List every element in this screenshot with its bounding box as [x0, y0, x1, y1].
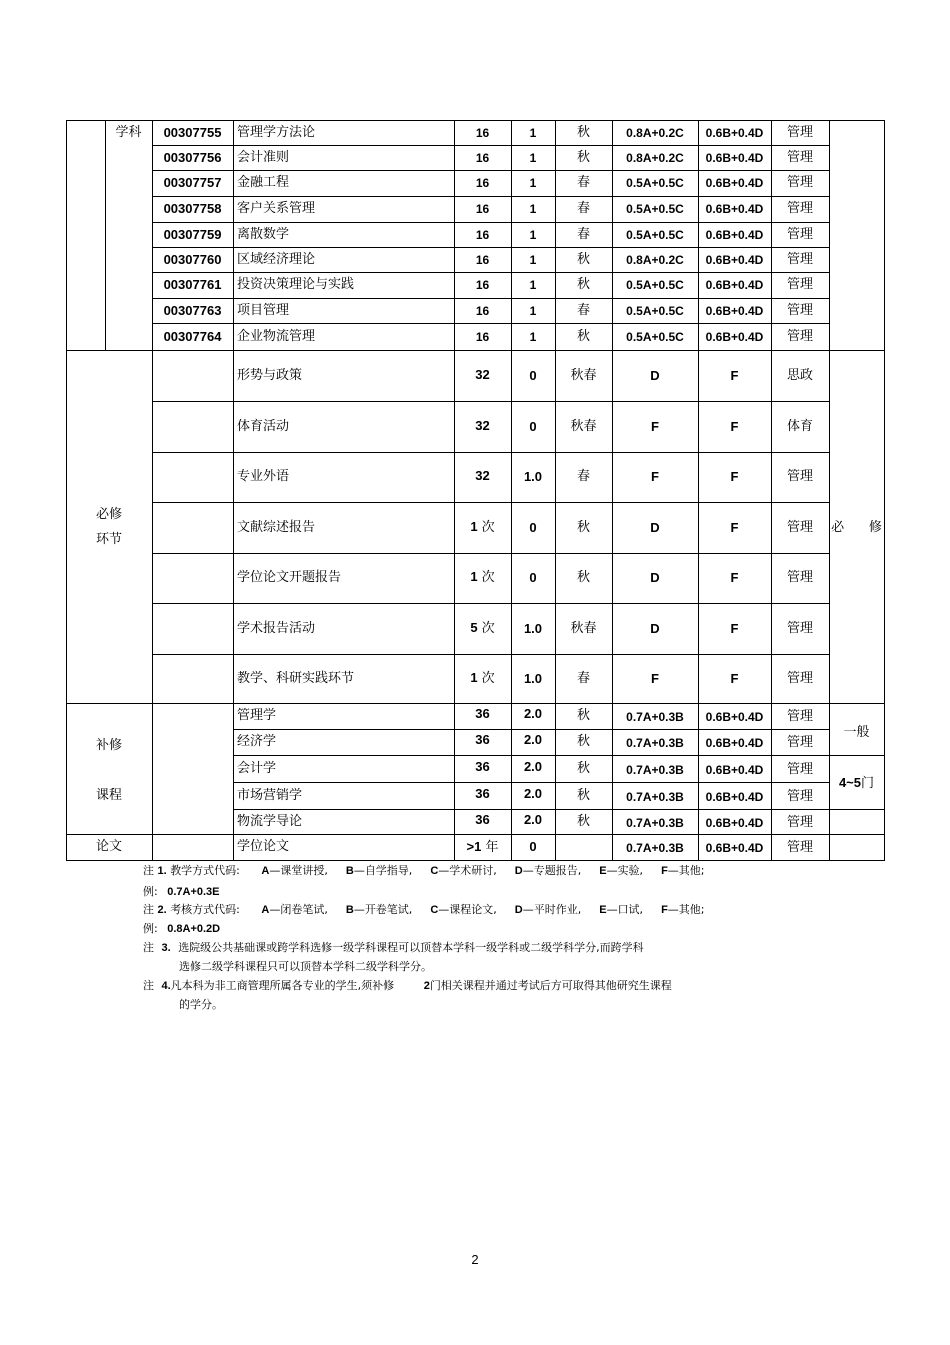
note-4-line-2: 的学分。 [179, 998, 223, 1011]
subject-row-rule [152, 323, 830, 324]
thesis-name: 学位论文 [237, 839, 290, 854]
table-rule [829, 120, 830, 351]
course-name: 项目管理 [237, 303, 290, 318]
course-code: 00307758 [163, 201, 222, 216]
note-3 [143, 941, 644, 955]
exam-method: 0.6B+0.4D [705, 278, 764, 292]
course-credit: 2.0 [523, 812, 543, 827]
subject-row-rule [152, 222, 830, 223]
makeup-label-line-1: 补修 [95, 738, 122, 753]
subject-label: 学科 [115, 125, 142, 140]
course-hours: 16 [475, 330, 490, 344]
teaching-method: F [651, 469, 659, 484]
table-rule [233, 703, 234, 835]
table-bottom-border [66, 860, 885, 861]
course-code: 00307760 [163, 252, 222, 267]
teaching-code-item: B—自学指导, [345, 864, 413, 877]
teaching-method: 0.5A+0.5C [626, 202, 684, 216]
note-2-prefix: 注 [143, 903, 154, 916]
note-1 [143, 864, 705, 878]
course-term: 秋 [576, 277, 590, 292]
teaching-method: 0.5A+0.5C [626, 330, 684, 344]
course-hours: 5 次 [470, 620, 495, 636]
course-term: 秋春 [570, 621, 597, 636]
course-credit: 1 [529, 304, 537, 318]
course-term: 秋春 [570, 368, 597, 383]
note-3-text: 选院级公共基础课或跨学科选修一级学科课程可以顶替本学科一级学科或二级学科学分,而跨学科 [178, 941, 644, 954]
course-dept: 管理 [786, 570, 813, 585]
note-1-example-value: 0.7A+0.3E [167, 886, 220, 898]
teaching-method: 0.5A+0.5C [626, 278, 684, 292]
makeup-note-line-1: 一般 [843, 725, 870, 740]
course-dept: 管理 [786, 277, 813, 292]
course-credit: 1.0 [523, 621, 543, 636]
course-term: 秋 [576, 734, 590, 749]
course-term: 秋春 [570, 419, 597, 434]
course-credit: 1 [529, 228, 537, 242]
note-1-number: 1. [157, 865, 167, 877]
note-2-example [143, 922, 220, 936]
exam-code-item: D—平时作业, [514, 903, 582, 916]
course-term: 秋 [576, 520, 590, 535]
course-term: 春 [576, 671, 590, 686]
makeup-row-rule [233, 755, 830, 756]
makeup-note-rule [829, 755, 885, 756]
course-code: 00307759 [163, 227, 222, 242]
exam-code-item: A—闭卷笔试, [261, 903, 328, 916]
note-3-line-2: 选修二级学科课程只可以顶替本学科二级学科学分。 [179, 960, 432, 973]
teaching-code-item: E—实验, [599, 864, 644, 877]
note-2-example-value: 0.8A+0.2D [167, 923, 221, 935]
course-dept: 管理 [786, 735, 813, 750]
required-label-line-2: 环节 [95, 532, 122, 547]
teaching-code-item: A—课堂讲授, [261, 864, 328, 877]
course-term: 春 [576, 201, 590, 216]
course-name: 金融工程 [237, 175, 290, 190]
subject-row-rule [152, 247, 830, 248]
note-2-items [243, 903, 704, 916]
table-rule [233, 834, 234, 861]
teaching-method: 0.7A+0.3B [626, 790, 684, 804]
course-credit: 1 [529, 253, 537, 267]
exam-method: 0.6B+0.4D [705, 816, 764, 830]
note-4-number: 4. [161, 980, 171, 992]
teaching-method: 0.5A+0.5C [626, 304, 684, 318]
course-name: 体育活动 [237, 419, 290, 434]
note-3-prefix: 注 [143, 941, 154, 954]
course-hours: 1 次 [470, 519, 495, 535]
thesis-duration: >1 年 [466, 839, 499, 855]
course-credit: 1.0 [523, 671, 543, 686]
exam-method: 0.6B+0.4D [705, 253, 764, 267]
page-number: 2 [471, 1252, 479, 1267]
table-rule [152, 834, 153, 861]
thesis-dept: 管理 [786, 840, 813, 855]
required-row-rule [152, 502, 830, 503]
course-term: 秋 [576, 708, 590, 723]
exam-code-item: C—课程论文, [430, 903, 497, 916]
note-4 [143, 979, 672, 993]
teaching-method: 0.7A+0.3B [626, 763, 684, 777]
teaching-method: 0.5A+0.5C [626, 176, 684, 190]
course-dept: 管理 [786, 329, 813, 344]
required-row-rule [152, 654, 830, 655]
note-4-text: 凡本科为非工商管理所属各专业的学生,须补修 [170, 979, 395, 992]
note-2-example-label: 例: [143, 922, 158, 935]
course-hours: 32 [475, 367, 490, 382]
exam-method: F [730, 469, 739, 484]
exam-method: 0.6B+0.4D [705, 736, 764, 750]
course-hours: 36 [475, 759, 490, 774]
course-dept: 管理 [786, 621, 813, 636]
course-credit: 0 [529, 570, 537, 585]
course-dept: 体育 [786, 419, 813, 434]
exam-method: 0.6B+0.4D [705, 126, 764, 140]
exam-code-item: B—开卷笔试, [345, 903, 413, 916]
course-hours: 36 [475, 732, 490, 747]
course-code: 00307757 [163, 175, 222, 190]
thesis-exam-method: 0.6B+0.4D [705, 841, 764, 855]
subject-row-rule [152, 272, 830, 273]
course-hours: 32 [475, 418, 490, 433]
note-1-example-label: 例: [143, 885, 158, 898]
course-code: 00307763 [163, 303, 222, 318]
note-3-number: 3. [161, 942, 171, 954]
teaching-code-item: D—专题报告, [514, 864, 582, 877]
exam-method: 0.6B+0.4D [705, 304, 764, 318]
course-name: 市场营销学 [237, 788, 303, 803]
course-dept: 管理 [786, 671, 813, 686]
course-term: 秋 [576, 788, 590, 803]
subject-row-rule [152, 170, 830, 171]
course-credit: 0 [529, 419, 537, 434]
course-dept: 管理 [786, 252, 813, 267]
course-credit: 2.0 [523, 732, 543, 747]
course-credit: 1 [529, 151, 537, 165]
teaching-method: 0.8A+0.2C [626, 253, 684, 267]
required-label-line-1: 必修 [95, 507, 122, 522]
teaching-method: 0.5A+0.5C [626, 228, 684, 242]
course-hours: 16 [475, 126, 490, 140]
exam-method: F [730, 570, 739, 585]
course-name: 会计准则 [237, 150, 290, 165]
course-name: 客户关系管理 [237, 201, 316, 216]
thesis-teaching-method: 0.7A+0.3B [626, 841, 684, 855]
thesis-credit: 0 [529, 839, 537, 854]
exam-method: F [730, 419, 739, 434]
exam-method: 0.6B+0.4D [705, 790, 764, 804]
makeup-row-rule [233, 729, 830, 730]
course-dept: 管理 [786, 469, 813, 484]
note-2-number: 2. [157, 904, 167, 916]
course-credit: 2.0 [523, 786, 543, 801]
course-term: 秋 [576, 252, 590, 267]
course-term: 秋 [576, 761, 590, 776]
course-name: 投资决策理论与实践 [237, 277, 355, 292]
table-rule [233, 120, 234, 351]
course-credit: 2.0 [523, 759, 543, 774]
course-term: 春 [576, 227, 590, 242]
course-hours: 36 [475, 706, 490, 721]
teaching-method: D [650, 570, 660, 585]
teaching-code-item: C—学术研讨, [430, 864, 497, 877]
exam-method: 0.6B+0.4D [705, 151, 764, 165]
course-dept: 管理 [786, 762, 813, 777]
exam-method: 0.6B+0.4D [705, 710, 764, 724]
table-rule [555, 834, 556, 861]
table-rule [829, 834, 830, 861]
course-term: 秋 [576, 814, 590, 829]
table-rule [829, 703, 830, 835]
note-1-example [143, 885, 220, 899]
course-term: 春 [576, 469, 590, 484]
course-hours: 16 [475, 228, 490, 242]
course-hours: 16 [475, 202, 490, 216]
course-term: 春 [576, 303, 590, 318]
course-name: 管理学 [237, 708, 277, 723]
note-2 [143, 903, 705, 917]
makeup-label-line-2: 课程 [95, 788, 122, 803]
exam-code-item: E—口试, [599, 903, 644, 916]
course-code: 00307755 [163, 125, 222, 140]
teaching-method: 0.7A+0.3B [626, 710, 684, 724]
exam-method: 0.6B+0.4D [705, 330, 764, 344]
required-row-rule [152, 553, 830, 554]
note-1-items [243, 864, 704, 877]
course-dept: 管理 [786, 520, 813, 535]
course-code: 00307764 [163, 329, 222, 344]
teaching-method: F [651, 671, 659, 686]
section-rule [66, 703, 885, 704]
course-credit: 0 [529, 520, 537, 535]
table-top-border [66, 120, 885, 121]
exam-method: 0.6B+0.4D [705, 228, 764, 242]
course-dept: 管理 [786, 175, 813, 190]
exam-method: 0.6B+0.4D [705, 202, 764, 216]
note-4-text-b: 门相关课程并通过考试后方可取得其他研究生课程 [429, 979, 672, 992]
course-term: 秋 [576, 570, 590, 585]
section-rule [66, 834, 885, 835]
note-2-text: 考核方式代码: [170, 903, 240, 916]
course-credit: 1 [529, 202, 537, 216]
exam-method: F [730, 671, 739, 686]
makeup-note-rule [829, 809, 885, 810]
course-name: 文献综述报告 [237, 520, 316, 535]
course-name: 会计学 [237, 761, 277, 776]
course-hours: 32 [475, 468, 490, 483]
course-credit: 1 [529, 176, 537, 190]
exam-method: F [730, 368, 739, 383]
teaching-method: 0.8A+0.2C [626, 151, 684, 165]
course-credit: 0 [529, 368, 537, 383]
course-term: 秋 [576, 150, 590, 165]
course-name: 经济学 [237, 734, 277, 749]
required-row-rule [152, 603, 830, 604]
subject-row-rule [152, 298, 830, 299]
exam-method: 0.6B+0.4D [705, 763, 764, 777]
subject-row-rule [152, 196, 830, 197]
section-rule [66, 350, 885, 351]
required-row-rule [152, 401, 830, 402]
table-rule [152, 703, 153, 835]
course-dept: 管理 [786, 815, 813, 830]
note-1-prefix: 注 [143, 864, 154, 877]
course-credit: 1 [529, 278, 537, 292]
course-credit: 2.0 [523, 706, 543, 721]
required-row-rule [152, 452, 830, 453]
note-4-prefix: 注 [143, 979, 154, 992]
exam-method: F [730, 621, 739, 636]
course-term: 春 [576, 175, 590, 190]
course-hours: 16 [475, 253, 490, 267]
course-dept: 管理 [786, 150, 813, 165]
course-hours: 16 [475, 151, 490, 165]
table-rule [152, 350, 153, 704]
required-note: 必 修 [831, 520, 882, 535]
thesis-label: 论文 [95, 839, 122, 854]
table-right-border [884, 120, 885, 861]
course-name: 物流学导论 [237, 814, 303, 829]
course-term: 秋 [576, 125, 590, 140]
course-dept: 管理 [786, 125, 813, 140]
subject-row-rule [152, 145, 830, 146]
makeup-row-rule [233, 782, 830, 783]
course-hours: 16 [475, 278, 490, 292]
course-credit: 1 [529, 330, 537, 344]
note-1-text: 教学方式代码: [170, 864, 240, 877]
makeup-note-line-2: 4~5门 [838, 775, 875, 791]
course-dept: 思政 [786, 368, 813, 383]
course-dept: 管理 [786, 303, 813, 318]
course-name: 区域经济理论 [237, 252, 316, 267]
course-hours: 16 [475, 304, 490, 318]
course-term: 秋 [576, 329, 590, 344]
teaching-method: 0.7A+0.3B [626, 816, 684, 830]
course-code: 00307756 [163, 150, 222, 165]
course-dept: 管理 [786, 227, 813, 242]
course-hours: 1 次 [470, 670, 495, 686]
course-dept: 管理 [786, 201, 813, 216]
teaching-method: 0.8A+0.2C [626, 126, 684, 140]
teaching-code-item: F—其他; [661, 864, 705, 877]
course-dept: 管理 [786, 789, 813, 804]
course-credit: 1 [529, 126, 537, 140]
course-name: 形势与政策 [237, 368, 303, 383]
teaching-method: F [651, 419, 659, 434]
table-rule [233, 350, 234, 704]
course-dept: 管理 [786, 709, 813, 724]
teaching-method: D [650, 621, 660, 636]
course-name: 专业外语 [237, 469, 290, 484]
course-name: 学位论文开题报告 [237, 570, 342, 585]
teaching-method: D [650, 368, 660, 383]
course-credit: 1.0 [523, 469, 543, 484]
exam-method: 0.6B+0.4D [705, 176, 764, 190]
course-code: 00307761 [163, 277, 222, 292]
course-name: 教学、科研实践环节 [237, 671, 355, 686]
exam-code-item: F—其他; [661, 903, 705, 916]
teaching-method: D [650, 520, 660, 535]
course-name: 离散数学 [237, 227, 290, 242]
course-name: 管理学方法论 [237, 125, 316, 140]
makeup-row-rule [233, 809, 830, 810]
note-4-count: 2 [423, 980, 430, 992]
course-hours: 36 [475, 786, 490, 801]
teaching-method: 0.7A+0.3B [626, 736, 684, 750]
exam-method: F [730, 520, 739, 535]
subject-divider [105, 120, 106, 351]
course-hours: 36 [475, 812, 490, 827]
course-hours: 16 [475, 176, 490, 190]
course-hours: 1 次 [470, 569, 495, 585]
course-name: 学术报告活动 [237, 621, 316, 636]
course-name: 企业物流管理 [237, 329, 316, 344]
